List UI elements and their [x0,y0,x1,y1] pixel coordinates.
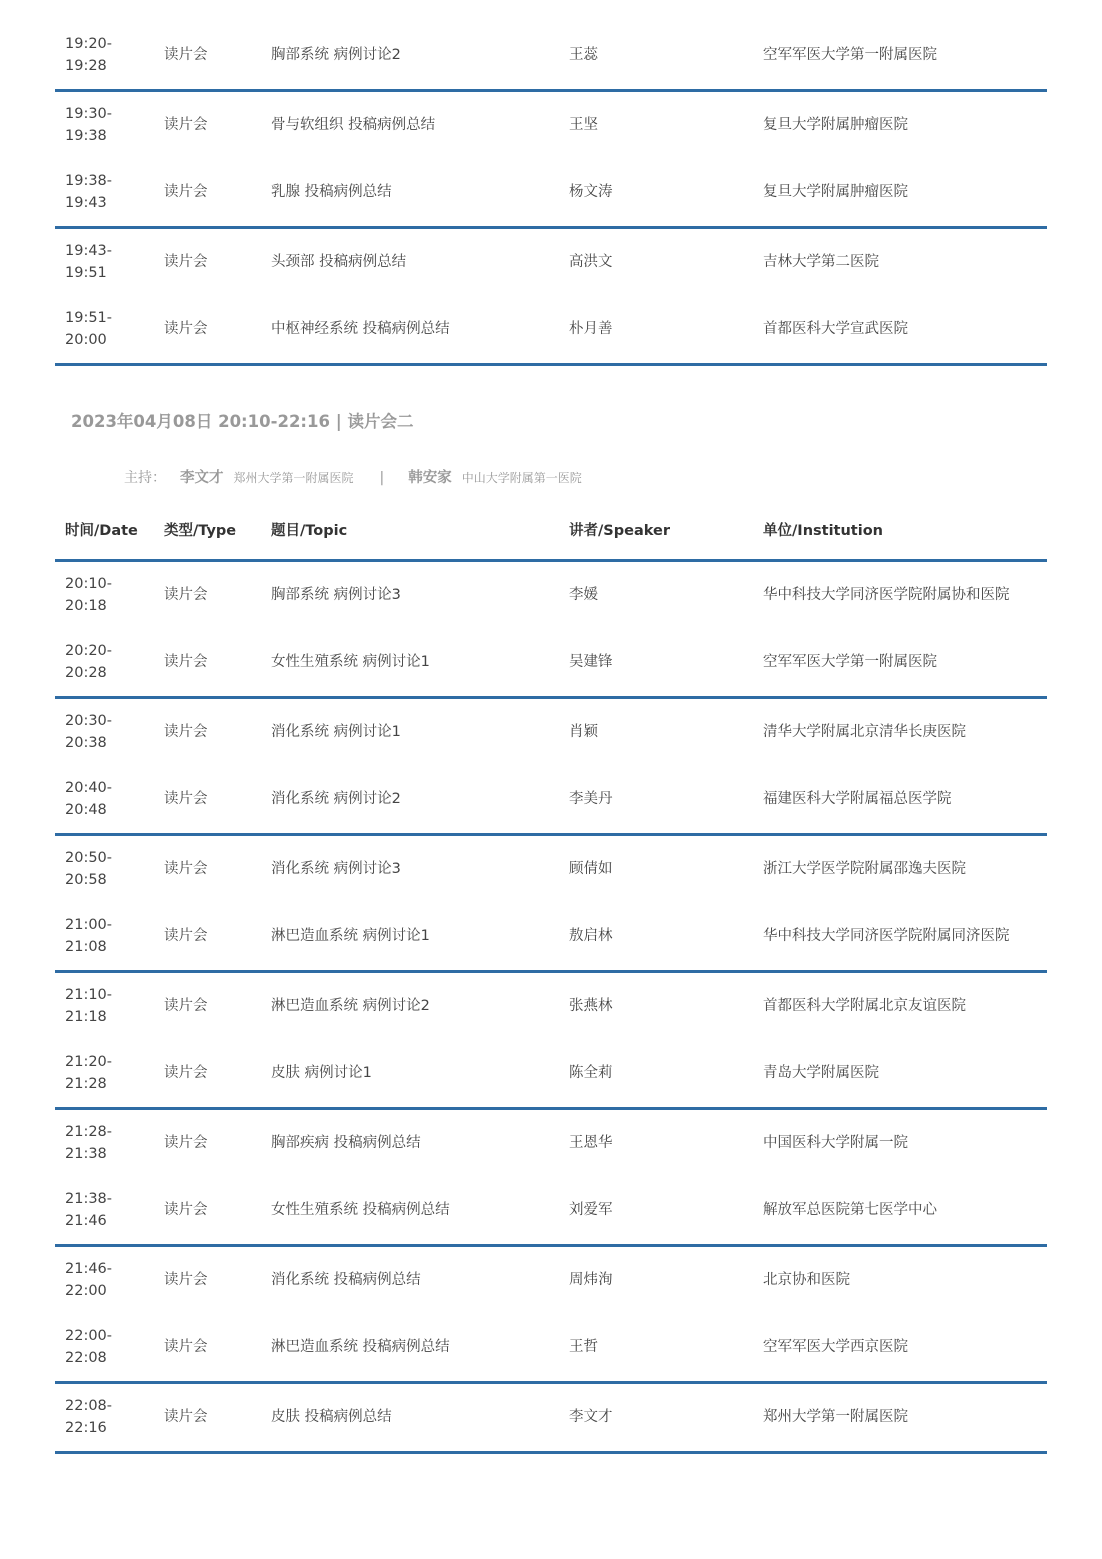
schedule-table-session1-continued [55,22,1047,366]
speaker-cell: 敖启林 [569,928,613,944]
institution-cell: 青岛大学附属医院 [763,1065,879,1081]
speaker-cell: 王恩华 [569,1135,613,1151]
speaker-cell: 李媛 [569,587,598,603]
institution-cell: 清华大学附属北京清华长庚医院 [763,724,966,740]
type-cell: 读片会 [164,587,208,603]
host-separator: | [379,470,385,486]
table-row [55,699,1047,766]
topic-cell: 淋巴造血系统 投稿病例总结 [271,1339,450,1355]
type-cell: 读片会 [164,654,208,670]
institution-cell: 复旦大学附属肿瘤医院 [763,184,908,200]
speaker-cell: 顾倩如 [569,861,613,877]
topic-cell: 胸部系统 病例讨论2 [271,47,401,63]
header-time: 时间/Date [65,523,138,539]
time-cell: 21:10- 21:18 [65,987,113,1025]
institution-cell: 空军军医大学第一附属医院 [763,654,937,670]
time-cell: 21:46- 22:00 [65,1261,113,1299]
session-hosts [124,466,582,487]
speaker-cell: 杨文涛 [569,184,613,200]
schedule-table-session2 [55,507,1047,1454]
header-type: 类型/Type [164,523,237,539]
speaker-cell: 高洪文 [569,254,613,270]
time-cell: 20:30- 20:38 [65,713,113,751]
time-cell: 22:08- 22:16 [65,1398,113,1436]
type-cell: 读片会 [164,117,208,133]
table-row [55,296,1047,363]
institution-cell: 首都医科大学附属北京友谊医院 [763,998,966,1014]
type-cell: 读片会 [164,321,208,337]
topic-cell: 胸部系统 病例讨论3 [271,587,401,603]
time-cell: 21:28- 21:38 [65,1124,113,1162]
topic-cell: 乳腺 投稿病例总结 [271,184,392,200]
table-row [55,1247,1047,1314]
institution-cell: 空军军医大学第一附属医院 [763,47,937,63]
type-cell: 读片会 [164,254,208,270]
type-cell: 读片会 [164,998,208,1014]
time-cell: 20:50- 20:58 [65,850,113,888]
time-cell: 20:20- 20:28 [65,643,113,681]
institution-cell: 首都医科大学宣武医院 [763,321,908,337]
institution-cell: 中国医科大学附属一院 [763,1135,908,1151]
table-row [55,1177,1047,1244]
host-name: 韩安家 [408,470,452,486]
type-cell: 读片会 [164,928,208,944]
time-cell: 21:20- 21:28 [65,1054,113,1092]
institution-cell: 北京协和医院 [763,1272,850,1288]
table-row [55,1040,1047,1107]
type-cell: 读片会 [164,1202,208,1218]
topic-cell: 女性生殖系统 投稿病例总结 [271,1202,450,1218]
speaker-cell: 朴月善 [569,321,613,337]
table-row [55,766,1047,833]
host-institution: 郑州大学第一附属医院 [233,471,354,485]
type-cell: 读片会 [164,724,208,740]
topic-cell: 消化系统 投稿病例总结 [271,1272,421,1288]
table-row [55,836,1047,903]
institution-cell: 空军军医大学西京医院 [763,1339,908,1355]
topic-cell: 中枢神经系统 投稿病例总结 [271,321,450,337]
table-row [55,1110,1047,1177]
header-speaker: 讲者/Speaker [569,523,670,539]
table-row [55,92,1047,159]
topic-cell: 皮肤 投稿病例总结 [271,1409,392,1425]
speaker-cell: 刘爱军 [569,1202,613,1218]
topic-cell: 骨与软组织 投稿病例总结 [271,117,436,133]
table-row [55,1314,1047,1381]
topic-cell: 淋巴造血系统 病例讨论2 [271,998,430,1014]
time-cell: 21:38- 21:46 [65,1191,113,1229]
table-header-row [55,507,1047,559]
speaker-cell: 陈全莉 [569,1065,613,1081]
time-cell: 19:20- 19:28 [65,36,113,74]
speaker-cell: 张燕林 [569,998,613,1014]
institution-cell: 复旦大学附属肿瘤医院 [763,117,908,133]
time-cell: 19:51- 20:00 [65,310,113,348]
host-name: 李文才 [180,470,224,486]
topic-cell: 消化系统 病例讨论1 [271,724,401,740]
topic-cell: 胸部疾病 投稿病例总结 [271,1135,421,1151]
header-topic: 题目/Topic [271,523,348,539]
host-institution: 中山大学附属第一医院 [461,471,582,485]
institution-cell: 解放军总医院第七医学中心 [763,1202,937,1218]
topic-cell: 皮肤 病例讨论1 [271,1065,372,1081]
topic-cell: 头颈部 投稿病例总结 [271,254,407,270]
header-institution: 单位/Institution [763,523,883,539]
speaker-cell: 肖颖 [569,724,598,740]
speaker-cell: 王坚 [569,117,598,133]
speaker-cell: 李美丹 [569,791,613,807]
time-cell: 19:30- 19:38 [65,106,113,144]
institution-cell: 吉林大学第二医院 [763,254,879,270]
table-row [55,562,1047,629]
session-title: 2023年04月08日 20:10-22:16 | 读片会二 [71,412,414,431]
speaker-cell: 李文才 [569,1409,613,1425]
speaker-cell: 周炜洵 [569,1272,613,1288]
time-cell: 22:00- 22:08 [65,1328,113,1366]
topic-cell: 淋巴造血系统 病例讨论1 [271,928,430,944]
type-cell: 读片会 [164,1339,208,1355]
table-bottom-rule [55,1451,1047,1454]
type-cell: 读片会 [164,861,208,877]
type-cell: 读片会 [164,1272,208,1288]
type-cell: 读片会 [164,47,208,63]
time-cell: 19:38- 19:43 [65,173,113,211]
time-cell: 20:10- 20:18 [65,576,113,614]
time-cell: 19:43- 19:51 [65,243,113,281]
type-cell: 读片会 [164,1135,208,1151]
type-cell: 读片会 [164,791,208,807]
table-row [55,22,1047,89]
topic-cell: 消化系统 病例讨论3 [271,861,401,877]
table-row [55,159,1047,226]
speaker-cell: 王哲 [569,1339,598,1355]
type-cell: 读片会 [164,1409,208,1425]
institution-cell: 华中科技大学同济医学院附属同济医院 [763,928,1010,944]
time-cell: 20:40- 20:48 [65,780,113,818]
time-cell: 21:00- 21:08 [65,917,113,955]
institution-cell: 浙江大学医学院附属邵逸夫医院 [763,861,966,877]
table-row [55,229,1047,296]
speaker-cell: 吴建锋 [569,654,613,670]
table-bottom-rule [55,363,1047,366]
table-row [55,1384,1047,1451]
speaker-cell: 王蕊 [569,47,598,63]
institution-cell: 福建医科大学附属福总医学院 [763,791,952,807]
type-cell: 读片会 [164,1065,208,1081]
type-cell: 读片会 [164,184,208,200]
topic-cell: 消化系统 病例讨论2 [271,791,401,807]
table-row [55,629,1047,696]
institution-cell: 华中科技大学同济医学院附属协和医院 [763,587,1010,603]
table-row [55,903,1047,970]
table-row [55,973,1047,1040]
host-label: 主持： [124,470,166,486]
institution-cell: 郑州大学第一附属医院 [763,1409,908,1425]
topic-cell: 女性生殖系统 病例讨论1 [271,654,430,670]
